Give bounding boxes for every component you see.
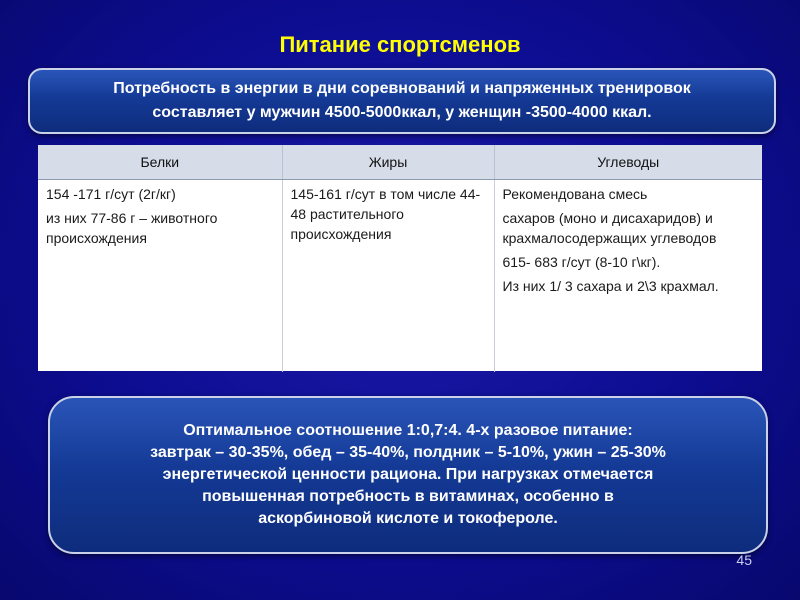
ratio-note-box <box>48 396 768 554</box>
carbs-types: сахаров (моно и дисахаридов) и крахмалосодержащих углеводов <box>502 210 717 246</box>
table-row <box>38 180 762 373</box>
carbs-amount: 615- 683 г/сут (8-10 г\кг). <box>502 254 661 270</box>
ratio-line-5: аскорбиновой кислоте и токофероле. <box>258 510 558 527</box>
proteins-animal: из них 77-86 г – животного происхождения <box>46 210 218 246</box>
cell-fats <box>282 180 494 373</box>
header-carbs: Углеводы <box>494 145 762 180</box>
table-header-row <box>38 145 762 180</box>
slide-title: Питание спортсменов <box>279 32 521 57</box>
energy-line-2: составляет у мужчин 4500-5000ккал, у женщин -3500-4000 ккал. <box>152 104 652 121</box>
fats-amount: 145-161 г/сут в том числе 44-48 растительного происхождения <box>290 186 481 242</box>
energy-requirement-box <box>28 68 776 134</box>
nutrients-table <box>38 145 762 371</box>
ratio-line-2: завтрак – 30-35%, обед – 35-40%, полдник – 5-10%, ужин – 25-30% <box>150 444 666 461</box>
header-proteins: Белки <box>38 145 282 180</box>
carbs-recommendation: Рекомендована смесь <box>502 186 648 202</box>
cell-carbs <box>494 180 762 373</box>
proteins-amount: 154 -171 г/сут (2г/кг) <box>46 186 176 202</box>
ratio-line-1: Оптимальное соотношение 1:0,7:4. 4-х разовое питание: <box>183 422 633 439</box>
ratio-line-3: энергетической ценности рациона. При нагрузках отмечается <box>162 466 654 483</box>
cell-proteins <box>38 180 282 373</box>
header-fats: Жиры <box>282 145 494 180</box>
energy-line-1: Потребность в энергии в дни соревнований и напряженных тренировок <box>113 80 691 97</box>
page-number: 45 <box>736 552 752 568</box>
carbs-ratio: Из них 1/ 3 сахара и 2\3 крахмал. <box>502 278 719 294</box>
ratio-line-4: повышенная потребность в витаминах, особенно в <box>202 488 614 505</box>
